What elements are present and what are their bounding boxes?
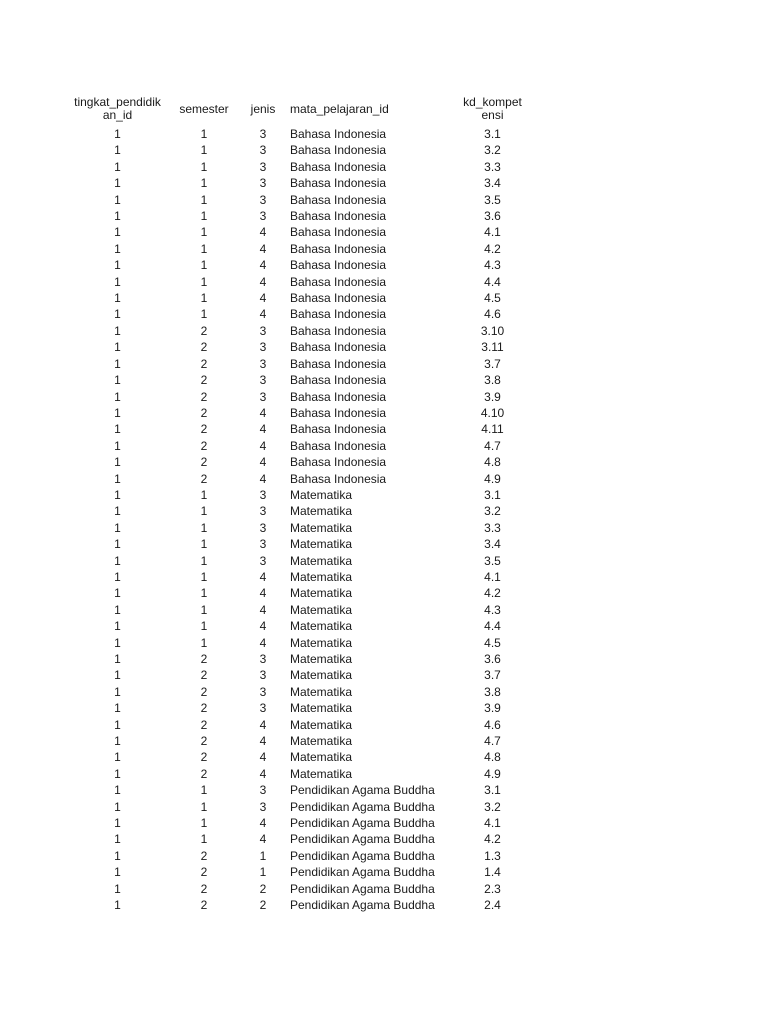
table-row [66, 487, 530, 503]
cell-mata-pelajaran: Matematika [290, 652, 353, 666]
table-row [66, 274, 530, 290]
table-row [66, 192, 530, 208]
table-row [66, 520, 530, 536]
cell-tingkat: 1 [114, 569, 121, 584]
table-row [66, 684, 530, 700]
cell-semester: 1 [200, 619, 208, 634]
table-row [66, 766, 530, 782]
cell-semester: 1 [200, 504, 208, 519]
table-row [66, 749, 530, 765]
cell-tingkat: 1 [114, 553, 121, 568]
cell-jenis: 3 [259, 783, 267, 798]
table-row [66, 142, 530, 158]
cell-tingkat: 1 [114, 225, 121, 240]
cell-jenis: 3 [259, 504, 267, 519]
cell-mata-pelajaran: Matematika [290, 701, 353, 716]
cell-semester: 2 [200, 438, 208, 453]
cell-tingkat: 1 [114, 602, 121, 617]
cell-tingkat: 1 [114, 881, 121, 896]
table-row [66, 602, 530, 618]
cell-mata-pelajaran: Bahasa Indonesia [290, 274, 387, 289]
cell-kd-kompetensi: 3.4 [484, 537, 501, 552]
cell-tingkat: 1 [114, 619, 121, 634]
cell-kd-kompetensi: 3.3 [484, 520, 501, 535]
cell-tingkat: 1 [114, 291, 121, 306]
cell-jenis: 1 [259, 848, 267, 863]
cell-kd-kompetensi: 1.4 [484, 865, 501, 880]
cell-tingkat: 1 [114, 176, 121, 191]
cell-semester: 2 [200, 848, 208, 863]
cell-jenis: 4 [259, 455, 267, 470]
cell-mata-pelajaran: Pendidikan Agama Buddha [290, 898, 435, 913]
table-row [66, 438, 530, 454]
cell-mata-pelajaran: Bahasa Indonesia [290, 438, 387, 453]
cell-kd-kompetensi: 3.8 [484, 373, 501, 388]
cell-kd-kompetensi: 2.4 [484, 898, 501, 913]
table-row [66, 864, 530, 880]
cell-jenis: 4 [259, 422, 267, 437]
table-row [66, 717, 530, 733]
table-body [66, 126, 530, 914]
cell-tingkat: 1 [114, 209, 121, 224]
cell-jenis: 3 [259, 373, 267, 388]
cell-semester: 1 [200, 159, 208, 174]
table-row [66, 405, 530, 421]
cell-tingkat: 1 [114, 258, 121, 273]
cell-tingkat: 1 [114, 586, 121, 601]
table-row [66, 257, 530, 273]
cell-tingkat: 1 [114, 340, 121, 355]
header-jenis: jenis [250, 101, 276, 116]
table-row [66, 471, 530, 487]
cell-jenis: 3 [259, 487, 267, 502]
cell-kd-kompetensi: 4.1 [484, 225, 501, 240]
table-row [66, 667, 530, 683]
cell-semester: 2 [200, 356, 208, 371]
table-row [66, 799, 530, 815]
cell-kd-kompetensi: 4.1 [484, 816, 501, 831]
table-row [66, 651, 530, 667]
cell-mata-pelajaran: Matematika [290, 569, 353, 584]
table-row [66, 126, 530, 142]
cell-semester: 1 [200, 520, 208, 535]
cell-tingkat: 1 [114, 701, 121, 716]
cell-kd-kompetensi: 3.1 [484, 783, 501, 798]
cell-mata-pelajaran: Bahasa Indonesia [290, 373, 387, 388]
cell-mata-pelajaran: Pendidikan Agama Buddha [290, 816, 435, 831]
cell-jenis: 4 [259, 717, 267, 732]
cell-kd-kompetensi: 4.6 [484, 307, 501, 322]
cell-tingkat: 1 [114, 832, 121, 847]
cell-kd-kompetensi: 3.6 [484, 652, 501, 666]
cell-jenis: 3 [259, 159, 267, 174]
cell-mata-pelajaran: Bahasa Indonesia [290, 323, 387, 338]
cell-mata-pelajaran: Bahasa Indonesia [290, 127, 387, 141]
cell-tingkat: 1 [114, 127, 121, 141]
cell-tingkat: 1 [114, 717, 121, 732]
cell-semester: 1 [200, 307, 208, 322]
cell-mata-pelajaran: Bahasa Indonesia [290, 209, 387, 224]
cell-mata-pelajaran: Bahasa Indonesia [290, 455, 387, 470]
cell-semester: 2 [200, 389, 208, 404]
cell-kd-kompetensi: 3.5 [484, 192, 501, 207]
cell-semester: 1 [200, 586, 208, 601]
table-row [66, 241, 530, 257]
header-tingkat-pendidikan-id: tingkat_pendidik an_id [74, 95, 161, 122]
table-row [66, 208, 530, 224]
table-row [66, 290, 530, 306]
cell-semester: 2 [200, 734, 208, 749]
cell-semester: 2 [200, 455, 208, 470]
cell-semester: 1 [200, 176, 208, 191]
cell-jenis: 3 [259, 799, 267, 814]
table-row [66, 421, 530, 437]
cell-jenis: 4 [259, 471, 267, 486]
cell-kd-kompetensi: 4.3 [484, 258, 501, 273]
cell-kd-kompetensi: 3.9 [484, 701, 501, 716]
cell-kd-kompetensi: 1.3 [484, 848, 501, 863]
cell-jenis: 1 [259, 865, 267, 880]
cell-mata-pelajaran: Pendidikan Agama Buddha [290, 848, 435, 863]
cell-kd-kompetensi: 4.7 [484, 438, 501, 453]
cell-jenis: 4 [259, 635, 267, 650]
cell-tingkat: 1 [114, 898, 121, 913]
cell-kd-kompetensi: 2.3 [484, 881, 501, 896]
cell-semester: 1 [200, 258, 208, 273]
cell-tingkat: 1 [114, 422, 121, 437]
table-row [66, 700, 530, 716]
cell-tingkat: 1 [114, 537, 121, 552]
cell-tingkat: 1 [114, 799, 121, 814]
cell-kd-kompetensi: 4.1 [484, 569, 501, 584]
cell-kd-kompetensi: 3.2 [484, 799, 501, 814]
cell-semester: 1 [200, 192, 208, 207]
table-row [66, 569, 530, 585]
cell-kd-kompetensi: 4.5 [484, 635, 501, 650]
cell-jenis: 3 [259, 340, 267, 355]
cell-jenis: 4 [259, 832, 267, 847]
cell-kd-kompetensi: 4.4 [484, 619, 501, 634]
cell-mata-pelajaran: Matematika [290, 504, 353, 519]
table-row [66, 323, 530, 339]
cell-mata-pelajaran: Matematika [290, 602, 353, 617]
cell-tingkat: 1 [114, 635, 121, 650]
table-row [66, 454, 530, 470]
cell-jenis: 4 [259, 225, 267, 240]
table-row [66, 618, 530, 634]
cell-semester: 2 [200, 323, 208, 338]
cell-mata-pelajaran: Matematika [290, 635, 353, 650]
cell-mata-pelajaran: Bahasa Indonesia [290, 471, 387, 486]
table-row [66, 782, 530, 798]
cell-semester: 1 [200, 225, 208, 240]
cell-mata-pelajaran: Pendidikan Agama Buddha [290, 881, 435, 896]
cell-kd-kompetensi: 4.2 [484, 241, 501, 256]
table-row [66, 553, 530, 569]
cell-mata-pelajaran: Bahasa Indonesia [290, 405, 387, 420]
cell-semester: 1 [200, 783, 208, 798]
cell-tingkat: 1 [114, 816, 121, 831]
cell-semester: 1 [200, 487, 208, 502]
cell-tingkat: 1 [114, 848, 121, 863]
cell-semester: 1 [200, 537, 208, 552]
cell-jenis: 4 [259, 569, 267, 584]
cell-jenis: 4 [259, 816, 267, 831]
table-row [66, 831, 530, 847]
cell-kd-kompetensi: 3.7 [484, 356, 501, 371]
cell-tingkat: 1 [114, 241, 121, 256]
cell-kd-kompetensi: 3.2 [484, 143, 501, 158]
table-row [66, 881, 530, 897]
cell-kd-kompetensi: 3.5 [484, 553, 501, 568]
cell-semester: 1 [200, 553, 208, 568]
cell-mata-pelajaran: Matematika [290, 668, 353, 683]
cell-tingkat: 1 [114, 323, 121, 338]
cell-semester: 2 [200, 750, 208, 765]
cell-mata-pelajaran: Matematika [290, 487, 353, 502]
cell-semester: 2 [200, 373, 208, 388]
cell-semester: 1 [200, 569, 208, 584]
table-row [66, 356, 530, 372]
cell-kd-kompetensi: 4.9 [484, 766, 501, 781]
cell-semester: 1 [200, 291, 208, 306]
cell-mata-pelajaran: Pendidikan Agama Buddha [290, 832, 435, 847]
cell-tingkat: 1 [114, 307, 121, 322]
cell-semester: 1 [200, 127, 208, 141]
cell-jenis: 3 [259, 684, 267, 699]
cell-mata-pelajaran: Bahasa Indonesia [290, 291, 387, 306]
cell-tingkat: 1 [114, 668, 121, 683]
cell-mata-pelajaran: Matematika [290, 553, 353, 568]
cell-tingkat: 1 [114, 274, 121, 289]
cell-semester: 2 [200, 717, 208, 732]
cell-tingkat: 1 [114, 865, 121, 880]
cell-jenis: 3 [259, 143, 267, 158]
cell-kd-kompetensi: 4.7 [484, 734, 501, 749]
cell-jenis: 4 [259, 438, 267, 453]
table-row [66, 372, 530, 388]
cell-semester: 1 [200, 832, 208, 847]
cell-semester: 1 [200, 635, 208, 650]
cell-jenis: 3 [259, 323, 267, 338]
cell-tingkat: 1 [114, 438, 121, 453]
cell-mata-pelajaran: Matematika [290, 586, 353, 601]
cell-kd-kompetensi: 3.2 [484, 504, 501, 519]
cell-kd-kompetensi: 4.10 [480, 405, 505, 420]
cell-jenis: 4 [259, 258, 267, 273]
cell-jenis: 3 [259, 356, 267, 371]
cell-tingkat: 1 [114, 356, 121, 371]
cell-tingkat: 1 [114, 766, 121, 781]
cell-kd-kompetensi: 3.1 [484, 487, 501, 502]
cell-tingkat: 1 [114, 143, 121, 158]
cell-jenis: 2 [259, 898, 267, 913]
header-semester: semester [179, 101, 229, 116]
cell-jenis: 2 [259, 881, 267, 896]
cell-semester: 2 [200, 405, 208, 420]
cell-tingkat: 1 [114, 684, 121, 699]
cell-jenis: 3 [259, 209, 267, 224]
cell-semester: 1 [200, 799, 208, 814]
cell-jenis: 3 [259, 668, 267, 683]
cell-semester: 1 [200, 816, 208, 831]
cell-semester: 2 [200, 898, 208, 913]
cell-mata-pelajaran: Bahasa Indonesia [290, 192, 387, 207]
cell-mata-pelajaran: Matematika [290, 619, 353, 634]
cell-kd-kompetensi: 3.3 [484, 159, 501, 174]
cell-kd-kompetensi: 4.8 [484, 455, 501, 470]
cell-mata-pelajaran: Pendidikan Agama Buddha [290, 799, 435, 814]
cell-semester: 2 [200, 668, 208, 683]
cell-tingkat: 1 [114, 192, 121, 207]
cell-mata-pelajaran: Pendidikan Agama Buddha [290, 783, 435, 798]
table-row [66, 897, 530, 913]
cell-tingkat: 1 [114, 159, 121, 174]
cell-semester: 1 [200, 602, 208, 617]
cell-mata-pelajaran: Matematika [290, 520, 353, 535]
cell-jenis: 4 [259, 750, 267, 765]
cell-semester: 2 [200, 652, 208, 666]
table-row [66, 585, 530, 601]
cell-jenis: 4 [259, 291, 267, 306]
cell-semester: 2 [200, 340, 208, 355]
cell-semester: 2 [200, 881, 208, 896]
cell-tingkat: 1 [114, 471, 121, 486]
cell-jenis: 4 [259, 274, 267, 289]
cell-kd-kompetensi: 3.11 [481, 340, 504, 355]
cell-kd-kompetensi: 4.3 [484, 602, 501, 617]
table-row [66, 635, 530, 651]
cell-kd-kompetensi: 4.4 [484, 274, 501, 289]
table-row [66, 159, 530, 175]
cell-semester: 1 [200, 209, 208, 224]
cell-jenis: 3 [259, 389, 267, 404]
cell-semester: 2 [200, 471, 208, 486]
cell-jenis: 4 [259, 405, 267, 420]
cell-mata-pelajaran: Matematika [290, 717, 353, 732]
cell-tingkat: 1 [114, 750, 121, 765]
cell-jenis: 4 [259, 307, 267, 322]
cell-kd-kompetensi: 4.2 [484, 832, 501, 847]
cell-jenis: 3 [259, 537, 267, 552]
cell-jenis: 4 [259, 586, 267, 601]
cell-mata-pelajaran: Bahasa Indonesia [290, 159, 387, 174]
table-row [66, 389, 530, 405]
cell-mata-pelajaran: Matematika [290, 766, 353, 781]
cell-tingkat: 1 [114, 504, 121, 519]
cell-semester: 1 [200, 143, 208, 158]
cell-tingkat: 1 [114, 487, 121, 502]
cell-mata-pelajaran: Bahasa Indonesia [290, 176, 387, 191]
cell-tingkat: 1 [114, 520, 121, 535]
cell-kd-kompetensi: 3.1 [484, 127, 501, 141]
table-row [66, 339, 530, 355]
cell-mata-pelajaran: Matematika [290, 537, 353, 552]
header-row [66, 92, 530, 126]
header-mata-pelajaran-id: mata_pelajaran_id [290, 101, 389, 116]
cell-mata-pelajaran: Bahasa Indonesia [290, 143, 387, 158]
cell-mata-pelajaran: Bahasa Indonesia [290, 389, 387, 404]
cell-kd-kompetensi: 3.8 [484, 684, 501, 699]
cell-mata-pelajaran: Matematika [290, 734, 353, 749]
cell-semester: 1 [200, 274, 208, 289]
cell-semester: 2 [200, 865, 208, 880]
cell-tingkat: 1 [114, 455, 121, 470]
cell-semester: 2 [200, 766, 208, 781]
cell-semester: 2 [200, 701, 208, 716]
cell-kd-kompetensi: 3.9 [484, 389, 501, 404]
cell-jenis: 4 [259, 602, 267, 617]
cell-mata-pelajaran: Bahasa Indonesia [290, 225, 387, 240]
cell-jenis: 3 [259, 652, 267, 666]
table-row [66, 815, 530, 831]
cell-tingkat: 1 [114, 405, 121, 420]
cell-jenis: 3 [259, 127, 267, 141]
cell-mata-pelajaran: Bahasa Indonesia [290, 356, 387, 371]
cell-kd-kompetensi: 3.7 [484, 668, 501, 683]
cell-kd-kompetensi: 3.6 [484, 209, 501, 224]
cell-mata-pelajaran: Bahasa Indonesia [290, 340, 387, 355]
data-sheet [66, 92, 530, 914]
cell-mata-pelajaran: Bahasa Indonesia [290, 258, 387, 273]
cell-kd-kompetensi: 4.2 [484, 586, 501, 601]
cell-tingkat: 1 [114, 783, 121, 798]
cell-jenis: 4 [259, 766, 267, 781]
cell-jenis: 4 [259, 241, 267, 256]
cell-mata-pelajaran: Matematika [290, 750, 353, 765]
cell-jenis: 3 [259, 553, 267, 568]
cell-semester: 1 [200, 241, 208, 256]
cell-kd-kompetensi: 4.6 [484, 717, 501, 732]
cell-jenis: 4 [259, 619, 267, 634]
cell-mata-pelajaran: Matematika [290, 684, 353, 699]
cell-mata-pelajaran: Bahasa Indonesia [290, 307, 387, 322]
cell-jenis: 3 [259, 701, 267, 716]
cell-mata-pelajaran: Bahasa Indonesia [290, 241, 387, 256]
cell-tingkat: 1 [114, 734, 121, 749]
cell-kd-kompetensi: 4.8 [484, 750, 501, 765]
cell-semester: 2 [200, 422, 208, 437]
header-kd-kompetensi: kd_kompet ensi [463, 95, 522, 122]
table-row [66, 733, 530, 749]
cell-mata-pelajaran: Pendidikan Agama Buddha [290, 865, 435, 880]
cell-tingkat: 1 [114, 373, 121, 388]
cell-tingkat: 1 [114, 652, 121, 666]
kompetensi-table [66, 92, 530, 914]
cell-kd-kompetensi: 3.10 [480, 323, 505, 338]
cell-semester: 2 [200, 684, 208, 699]
cell-jenis: 3 [259, 192, 267, 207]
table-row [66, 224, 530, 240]
cell-kd-kompetensi: 3.4 [484, 176, 501, 191]
cell-tingkat: 1 [114, 389, 121, 404]
table-row [66, 503, 530, 519]
cell-kd-kompetensi: 4.11 [481, 422, 504, 437]
cell-kd-kompetensi: 4.9 [484, 471, 501, 486]
table-row [66, 536, 530, 552]
cell-mata-pelajaran: Bahasa Indonesia [290, 422, 387, 437]
table-row [66, 175, 530, 191]
cell-jenis: 3 [259, 520, 267, 535]
table-row [66, 306, 530, 322]
cell-kd-kompetensi: 4.5 [484, 291, 501, 306]
table-row [66, 848, 530, 864]
cell-jenis: 3 [259, 176, 267, 191]
cell-jenis: 4 [259, 734, 267, 749]
